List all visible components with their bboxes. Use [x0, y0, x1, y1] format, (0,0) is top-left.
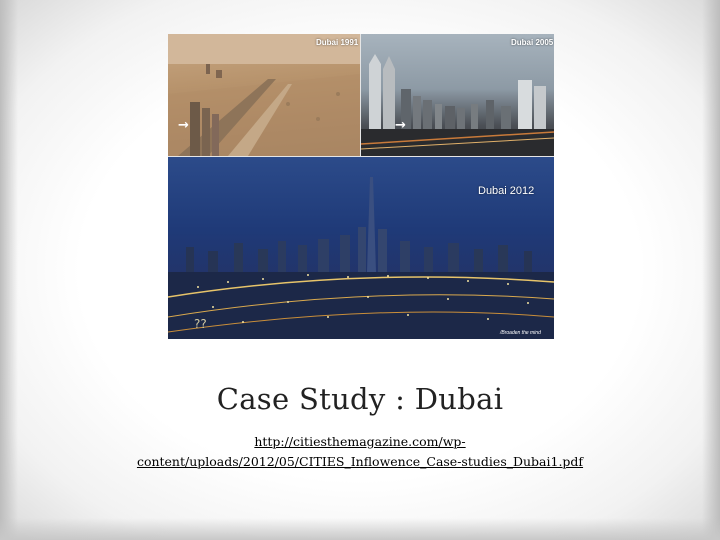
- question-marks: ??: [194, 317, 207, 331]
- skyline-2005-illustration: [361, 34, 554, 156]
- panel-label-2012: Dubai 2012: [478, 185, 535, 197]
- slide-right-shadow: [702, 0, 720, 540]
- source-link-line2: content/uploads/2012/05/CITIES_Inflowence_Case-studies_Dubai1.pdf: [136, 454, 584, 469]
- arrow-icon: →: [178, 118, 189, 133]
- slide-bottom-shadow: [0, 518, 720, 540]
- slide-left-shadow: [0, 0, 18, 540]
- panel-label-2005: Dubai 2005: [511, 38, 554, 47]
- panel-label-1991: Dubai 1991: [316, 38, 359, 47]
- source-link[interactable]: [100, 432, 620, 472]
- panel-dubai-2012: [168, 157, 554, 339]
- slide-title: Case Study : Dubai: [216, 382, 504, 416]
- dubai-comparison-image: [168, 34, 554, 339]
- desert-scene-illustration: [168, 34, 360, 156]
- source-link-line1: http://citiesthemagazine.com/wp-: [254, 434, 466, 449]
- panel-dubai-2005: [361, 34, 554, 156]
- arrow-icon: →: [395, 118, 406, 133]
- panel-dubai-1991: [168, 34, 360, 156]
- image-credit: /Broaden the mind: [500, 330, 541, 336]
